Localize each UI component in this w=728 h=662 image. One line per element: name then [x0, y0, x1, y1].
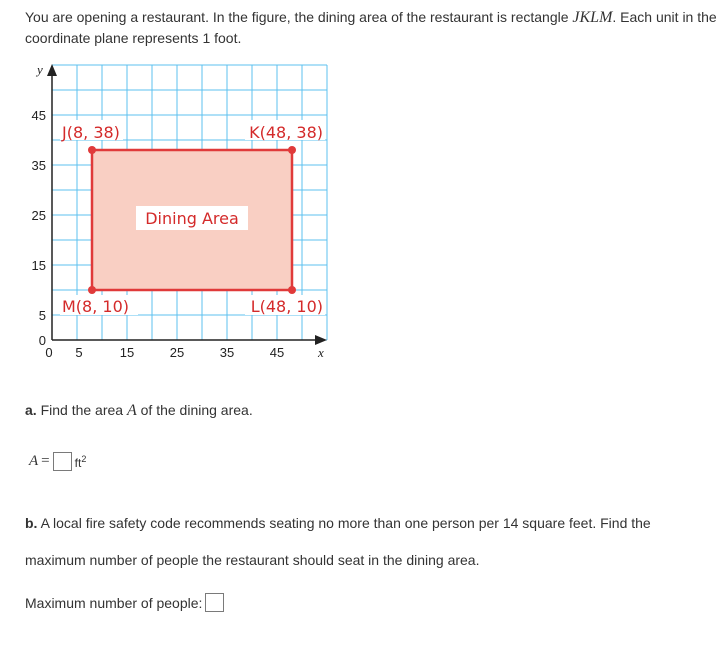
vertex-j-dot: [88, 146, 96, 154]
question-a-text-end: of the dining area.: [136, 402, 253, 418]
y-tick-label: 5: [38, 308, 46, 323]
people-answer-label: Maximum number of people:: [25, 594, 203, 611]
x-tick-label: 5: [75, 345, 83, 360]
vertex-k-label: K(48, 38): [249, 123, 323, 142]
vertex-l-label: L(48, 10): [250, 297, 323, 316]
x-tick-label: 15: [119, 345, 135, 360]
y-tick-label: 0: [38, 333, 46, 348]
intro-text-end: . Each unit in the coordinate plane represents 1 foot.: [25, 9, 717, 46]
y-tick-label: 15: [31, 258, 46, 273]
area-unit-base: ft: [74, 455, 82, 470]
x-tick-label: 45: [269, 345, 285, 360]
question-a: [25, 402, 253, 420]
area-unit-exponent: 2: [81, 453, 87, 464]
people-answer-input[interactable]: [205, 593, 224, 612]
area-answer-variable: A: [29, 453, 39, 469]
area-answer-input[interactable]: [53, 452, 72, 471]
equals-sign: =: [41, 453, 50, 469]
area-unit: [75, 454, 87, 470]
rectangle-name: JKLM: [572, 9, 613, 26]
x-axis-label: x: [318, 345, 324, 360]
y-tick-label: 25: [31, 208, 46, 223]
x-tick-label: 0: [45, 345, 53, 360]
vertex-l-dot: [288, 286, 296, 294]
question-a-text-start: Find the area: [36, 402, 127, 418]
area-variable: A: [126, 402, 137, 419]
intro-text-start: You are opening a restaurant. In the figure, the dining area of the restaurant is rectangle: [25, 9, 573, 25]
y-axis-arrow-icon: [47, 64, 57, 76]
people-answer-row: [25, 593, 224, 612]
y-tick-label: 35: [31, 158, 46, 173]
y-tick-label: 45: [31, 108, 46, 123]
question-b: [25, 505, 715, 579]
x-axis-arrow-icon: [315, 335, 327, 345]
dining-area-label: Dining Area: [145, 209, 239, 228]
y-axis-label: y: [37, 62, 43, 77]
vertex-j-label: J(8, 38): [62, 123, 120, 142]
vertex-m-label: M(8, 10): [62, 297, 129, 316]
area-answer-row: [29, 452, 86, 471]
question-b-text: A local fire safety code recommends seating no more than one person per 14 square feet. Find the maximum number of people the restaurant should seat in the dining area.: [25, 515, 651, 568]
vertex-k-dot: [288, 146, 296, 154]
x-tick-label: 25: [169, 345, 185, 360]
question-b-label: b.: [25, 515, 38, 531]
question-a-label: a.: [25, 402, 37, 418]
x-tick-label: 35: [219, 345, 235, 360]
vertex-m-dot: [88, 286, 96, 294]
